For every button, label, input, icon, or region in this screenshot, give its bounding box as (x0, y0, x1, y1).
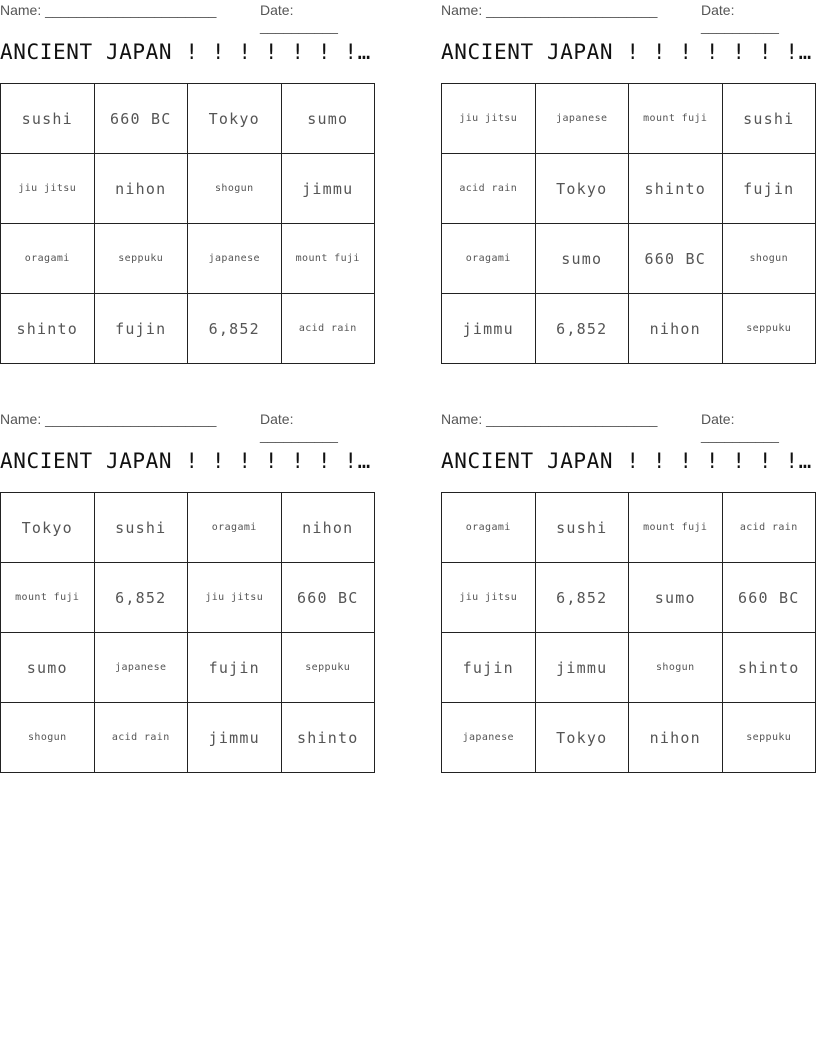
name-date-line (441, 411, 816, 443)
date-field-label: Date: __________ (701, 2, 779, 34)
bingo-cell: jimmu (281, 154, 375, 224)
bingo-cell: japanese (188, 224, 282, 294)
name-date-line (0, 2, 375, 34)
bingo-cell: 6,852 (535, 563, 629, 633)
bingo-row (442, 294, 816, 364)
bingo-cell: sumo (281, 84, 375, 154)
bingo-cell: jiu jitsu (1, 154, 95, 224)
bingo-cell: Tokyo (535, 703, 629, 773)
bingo-cell: fujin (188, 633, 282, 703)
bingo-row (442, 224, 816, 294)
bingo-cell: japanese (442, 703, 536, 773)
bingo-cell: nihon (94, 154, 188, 224)
bingo-cell: jimmu (188, 703, 282, 773)
bingo-cell: 660 BC (94, 84, 188, 154)
bingo-cell: fujin (94, 294, 188, 364)
bingo-cell: sushi (722, 84, 816, 154)
bingo-cell: 660 BC (281, 563, 375, 633)
bingo-cell: sushi (94, 493, 188, 563)
bingo-row (1, 154, 375, 224)
bingo-row (1, 294, 375, 364)
bingo-cell: Tokyo (535, 154, 629, 224)
bingo-cell: japanese (535, 84, 629, 154)
bingo-cell: oragami (1, 224, 95, 294)
bingo-cell: nihon (629, 294, 723, 364)
bingo-card-2 (441, 0, 816, 338)
bingo-cell: sumo (535, 224, 629, 294)
bingo-cell: 660 BC (722, 563, 816, 633)
bingo-cell: acid rain (722, 493, 816, 563)
bingo-cell: oragami (188, 493, 282, 563)
bingo-cell: fujin (442, 633, 536, 703)
bingo-row (1, 84, 375, 154)
bingo-cell: shinto (722, 633, 816, 703)
bingo-cell: shogun (1, 703, 95, 773)
bingo-cell: nihon (629, 703, 723, 773)
bingo-cell: acid rain (281, 294, 375, 364)
bingo-cell: jimmu (442, 294, 536, 364)
bingo-cell: acid rain (442, 154, 536, 224)
bingo-cell: seppuku (94, 224, 188, 294)
name-field-label: Name: ______________________ (441, 2, 658, 18)
bingo-row (1, 493, 375, 563)
bingo-grid (0, 492, 375, 773)
bingo-row (442, 703, 816, 773)
date-field-label: Date: __________ (701, 411, 779, 443)
bingo-card-4 (441, 409, 816, 747)
name-field-label: Name: ______________________ (441, 411, 658, 427)
bingo-row (442, 84, 816, 154)
name-field-label: Name: ______________________ (0, 411, 217, 427)
bingo-cell: jiu jitsu (442, 84, 536, 154)
bingo-row (442, 563, 816, 633)
bingo-cell: shinto (629, 154, 723, 224)
bingo-cell: mount fuji (629, 493, 723, 563)
bingo-cell: shogun (722, 224, 816, 294)
bingo-card-1 (0, 0, 375, 338)
bingo-cell: 6,852 (535, 294, 629, 364)
bingo-cell: sushi (1, 84, 95, 154)
bingo-cell: Tokyo (188, 84, 282, 154)
bingo-cell: Tokyo (1, 493, 95, 563)
bingo-cell: jiu jitsu (188, 563, 282, 633)
card-title: ANCIENT JAPAN ! ! ! ! ! ! !… (0, 40, 371, 64)
bingo-grid (441, 492, 816, 773)
bingo-cell: acid rain (94, 703, 188, 773)
bingo-row (1, 633, 375, 703)
bingo-cell: sumo (1, 633, 95, 703)
bingo-cell: sushi (535, 493, 629, 563)
bingo-cell: 6,852 (188, 294, 282, 364)
bingo-card-3 (0, 409, 375, 747)
bingo-cell: oragami (442, 224, 536, 294)
date-field-label: Date: __________ (260, 411, 338, 443)
bingo-row (442, 493, 816, 563)
card-title: ANCIENT JAPAN ! ! ! ! ! ! !… (441, 40, 812, 64)
bingo-cell: 660 BC (629, 224, 723, 294)
bingo-row (1, 563, 375, 633)
bingo-row (442, 154, 816, 224)
bingo-cell: 6,852 (94, 563, 188, 633)
bingo-cell: fujin (722, 154, 816, 224)
bingo-cell: sumo (629, 563, 723, 633)
bingo-cell: nihon (281, 493, 375, 563)
name-date-line (441, 2, 816, 34)
bingo-row (1, 703, 375, 773)
bingo-row (442, 633, 816, 703)
bingo-cell: jiu jitsu (442, 563, 536, 633)
bingo-grid (441, 83, 816, 364)
date-field-label: Date: __________ (260, 2, 338, 34)
bingo-cell: shogun (629, 633, 723, 703)
bingo-cell: mount fuji (1, 563, 95, 633)
bingo-cell: shinto (281, 703, 375, 773)
bingo-cell: shogun (188, 154, 282, 224)
card-title: ANCIENT JAPAN ! ! ! ! ! ! !… (441, 449, 812, 473)
bingo-grid (0, 83, 375, 364)
bingo-cell: mount fuji (281, 224, 375, 294)
name-field-label: Name: ______________________ (0, 2, 217, 18)
bingo-cell: japanese (94, 633, 188, 703)
bingo-cell: oragami (442, 493, 536, 563)
bingo-cell: mount fuji (629, 84, 723, 154)
bingo-row (1, 224, 375, 294)
bingo-cell: jimmu (535, 633, 629, 703)
name-date-line (0, 411, 375, 443)
card-title: ANCIENT JAPAN ! ! ! ! ! ! !… (0, 449, 371, 473)
bingo-cell: shinto (1, 294, 95, 364)
bingo-cell: seppuku (281, 633, 375, 703)
bingo-cell: seppuku (722, 294, 816, 364)
bingo-cell: seppuku (722, 703, 816, 773)
